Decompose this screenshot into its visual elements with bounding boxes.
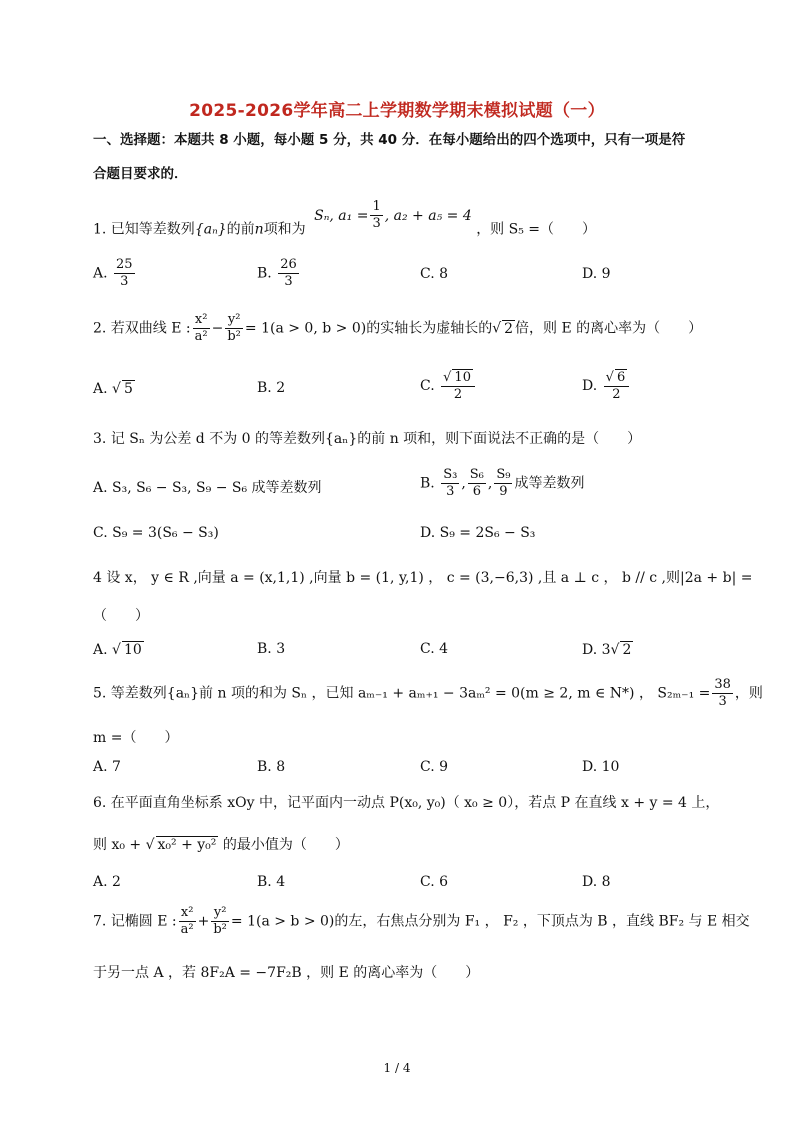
q5-frac-num: 38: [714, 677, 731, 692]
q7-y-frac: [211, 905, 229, 938]
q5-option-d: D. 10: [582, 759, 620, 775]
q4-option-c: C. 4: [420, 641, 449, 657]
q2-a-sqrt: 5: [123, 381, 133, 397]
question-6-line2: 则 x₀ + √ x₀² + y₀² 的最小值为（ ）: [93, 837, 349, 853]
question-2: 2. 若双曲线 E : $\frac{\text{x²}}{\text{a²}}$ − $\frac{\text{y²}}{\text{b²}}$ = 1(a > 0, b > 0)的实轴长为虚轴长的√ 2 倍，则 E 的离心率为（ ）: [93, 312, 703, 344]
q2-rest: = 1(a > 0, b > 0)的实轴长为虚轴长的: [244, 320, 493, 337]
q2-minus: −: [211, 320, 224, 337]
q2-y-frac: [225, 312, 243, 345]
q5-option-a: A. 7: [93, 759, 121, 775]
q1-b-frac: [278, 257, 299, 290]
question-4-line1: 4 设 x， y ∈ R ,向量 a = (x,1,1) ,向量 b = (1, y,1) ， c = (3,−6,3) ,且 a ⊥ c ， b // c ,则|2a + b| =: [93, 570, 753, 586]
q2-c-frac: [441, 369, 475, 403]
q2-c-label: C.: [420, 378, 435, 394]
q1-b-num: 26: [280, 257, 297, 272]
q1-a-label: A.: [93, 265, 108, 282]
q7-y-num: y²: [211, 905, 229, 922]
q1-n: n: [254, 221, 264, 238]
q6-line2-a: 则 x₀ +: [93, 837, 142, 853]
q3-option-c: C. S₉ = 3(S₆ − S₃): [93, 525, 219, 541]
q3-b-tail: 成等差数列: [514, 475, 585, 492]
q2-rest2: 倍，则 E 的离心率为（ ）: [515, 320, 703, 337]
q3-b-f2d: 6: [472, 484, 481, 499]
q7-rest: = 1(a > b > 0)的左，右焦点分别为 F₁ ， F₂ ，下顶点为 B ，直线 BF₂ 与 E 相交: [230, 913, 750, 930]
q7-y-den: b²: [213, 922, 227, 937]
q6-option-a: A. 2: [93, 874, 121, 890]
q3-option-b: B. $\frac{\text{S₃}}{3}$ , $\frac{\text{S₆}}{6}$ , $\frac{\text{S₉}}{9}$ 成等差数列: [420, 467, 585, 499]
q3-b-label: B.: [420, 475, 435, 492]
q2-d-frac: [604, 369, 630, 403]
section-heading-line2: 合题目要求的．: [93, 166, 188, 182]
q7-x-frac: [179, 905, 196, 938]
q2-a-label: A.: [93, 381, 108, 397]
q5-frac: [712, 677, 733, 710]
q2-d-den: 2: [612, 387, 621, 402]
q7-x-den: a²: [180, 922, 194, 937]
question-1: [93, 199, 597, 246]
q6-sqrt: x₀² + y₀²: [157, 837, 217, 853]
q5-frac-den: 3: [718, 694, 727, 709]
q1-suffix: ，则 S₅ =（ ）: [476, 221, 597, 238]
q3-b-frac1: [441, 467, 459, 500]
q4-a-label: A.: [93, 642, 108, 658]
q2-x-frac: [193, 312, 210, 345]
q2-c-den: 2: [453, 387, 463, 402]
question-4-line2: （ ）: [93, 608, 149, 624]
q1-frac-num: 1: [372, 199, 381, 214]
q3-b-f3d: 9: [499, 484, 508, 499]
q6-option-b: B. 4: [257, 874, 286, 890]
q1-option-c: C. 8: [420, 266, 449, 282]
q5-option-b: B. 8: [257, 759, 286, 775]
section-heading-line1: 一、选择题：本题共 8 小题，每小题 5 分，共 40 分．在每小题给出的四个选项中，只有一项是符: [93, 132, 686, 148]
q3-b-f3n: S₉: [496, 467, 511, 482]
q6-option-d: D. 8: [582, 874, 611, 890]
q1-condition: [314, 199, 472, 231]
q2-d-sqrt: 6: [616, 370, 626, 385]
q5-line1-b: ，则: [734, 685, 763, 702]
q3-b-f2n: S₆: [469, 467, 484, 482]
q1-prefix: 1. 已知等差数列: [93, 221, 195, 238]
q1-fraction: [370, 199, 382, 232]
q1-sequence: {aₙ}: [194, 221, 227, 238]
q4-option-a: A. √ 10: [93, 642, 142, 658]
q4-a-sqrt: 10: [123, 642, 142, 658]
q2-option-b: B. 2: [257, 380, 286, 396]
question-6-line1: 6. 在平面直角坐标系 xOy 中，记平面内一动点 P(x₀, y₀)（ x₀ ≥ 0），若点 P 在直线 x + y = 4 上，: [93, 795, 720, 811]
q4-option-d: D. 3√ 2: [582, 642, 632, 658]
q1-cond-a: Sₙ, a₁ =: [314, 207, 369, 224]
q2-option-a: A. √ 5: [93, 381, 133, 397]
question-3: 3. 记 Sₙ 为公差 d 不为 0 的等差数列{aₙ}的前 n 项和，则下面说法不正确的是（ ）: [93, 431, 642, 447]
q2-d-num: √ 6: [604, 369, 630, 387]
q1-mid2: 项和为: [263, 221, 306, 238]
q3-b-frac3: [494, 467, 512, 500]
q1-cond-b: , a₂ + a₅ = 4: [384, 207, 472, 224]
q4-d-label: D. 3: [582, 642, 611, 658]
page-title: 2025-2026学年高二上学期数学期末模拟试题（一）: [189, 101, 605, 121]
q1-option-d: D. 9: [582, 266, 611, 282]
q3-option-a: A. S₃, S₆ − S₃, S₉ − S₆ 成等差数列: [93, 480, 322, 496]
q2-x-num: x²: [193, 312, 210, 329]
q6-line2-b: 的最小值为（ ）: [222, 837, 349, 853]
question-5-line1: [93, 677, 763, 710]
q1-option-b: [257, 257, 301, 290]
q7-x-num: x²: [179, 905, 196, 922]
q4-d-sqrt: 2: [622, 642, 632, 658]
q1-a-num: 25: [116, 257, 133, 272]
q3-option-d: D. S₉ = 2S₆ − S₃: [420, 525, 536, 541]
q2-x-den: a²: [194, 329, 208, 344]
question-7-line2: 于另一点 A ，若 8F₂A = −7F₂B ，则 E 的离心率为（ ）: [93, 965, 480, 981]
section-heading: [93, 127, 703, 188]
q3-b-f1n: S₃: [443, 467, 458, 482]
q2-c-num: √ 10: [441, 369, 475, 387]
q3-b-frac2: [468, 467, 486, 500]
q7-prefix: 7. 记椭圆 E :: [93, 913, 177, 930]
question-5-line2: m =（ ）: [93, 730, 179, 746]
q2-y-den: b²: [227, 329, 241, 344]
page-number: 1 / 4: [383, 1061, 411, 1075]
q1-b-label: B.: [257, 265, 272, 282]
q1-frac-den: 3: [372, 216, 381, 231]
q5-line1-a: 5. 等差数列{aₙ}前 n 项的和为 Sₙ ，已知 aₘ₋₁ + aₘ₊₁ − 3aₘ² = 0(m ≥ 2, m ∈ N*) ， S₂ₘ₋₁ =: [93, 685, 711, 702]
q7-plus: +: [197, 913, 210, 930]
q1-option-a: [93, 257, 137, 290]
q6-option-c: C. 6: [420, 874, 449, 890]
q1-b-den: 3: [284, 274, 293, 289]
q2-d-label: D.: [582, 378, 598, 394]
q2-prefix: 2. 若双曲线 E :: [93, 320, 191, 337]
q3-b-f1d: 3: [446, 484, 455, 499]
q5-option-c: C. 9: [420, 759, 449, 775]
q2-y-num: y²: [225, 312, 243, 329]
q4-option-b: B. 3: [257, 641, 286, 657]
q2-c-sqrt: 10: [454, 370, 471, 385]
q2-sqrt: 2: [504, 320, 514, 337]
question-7-line1: [93, 905, 750, 938]
q1-a-den: 3: [120, 274, 129, 289]
q2-option-d: [582, 369, 631, 403]
q1-a-frac: [114, 257, 135, 290]
q2-option-c: [420, 369, 477, 403]
q1-mid: 的前: [226, 221, 255, 238]
